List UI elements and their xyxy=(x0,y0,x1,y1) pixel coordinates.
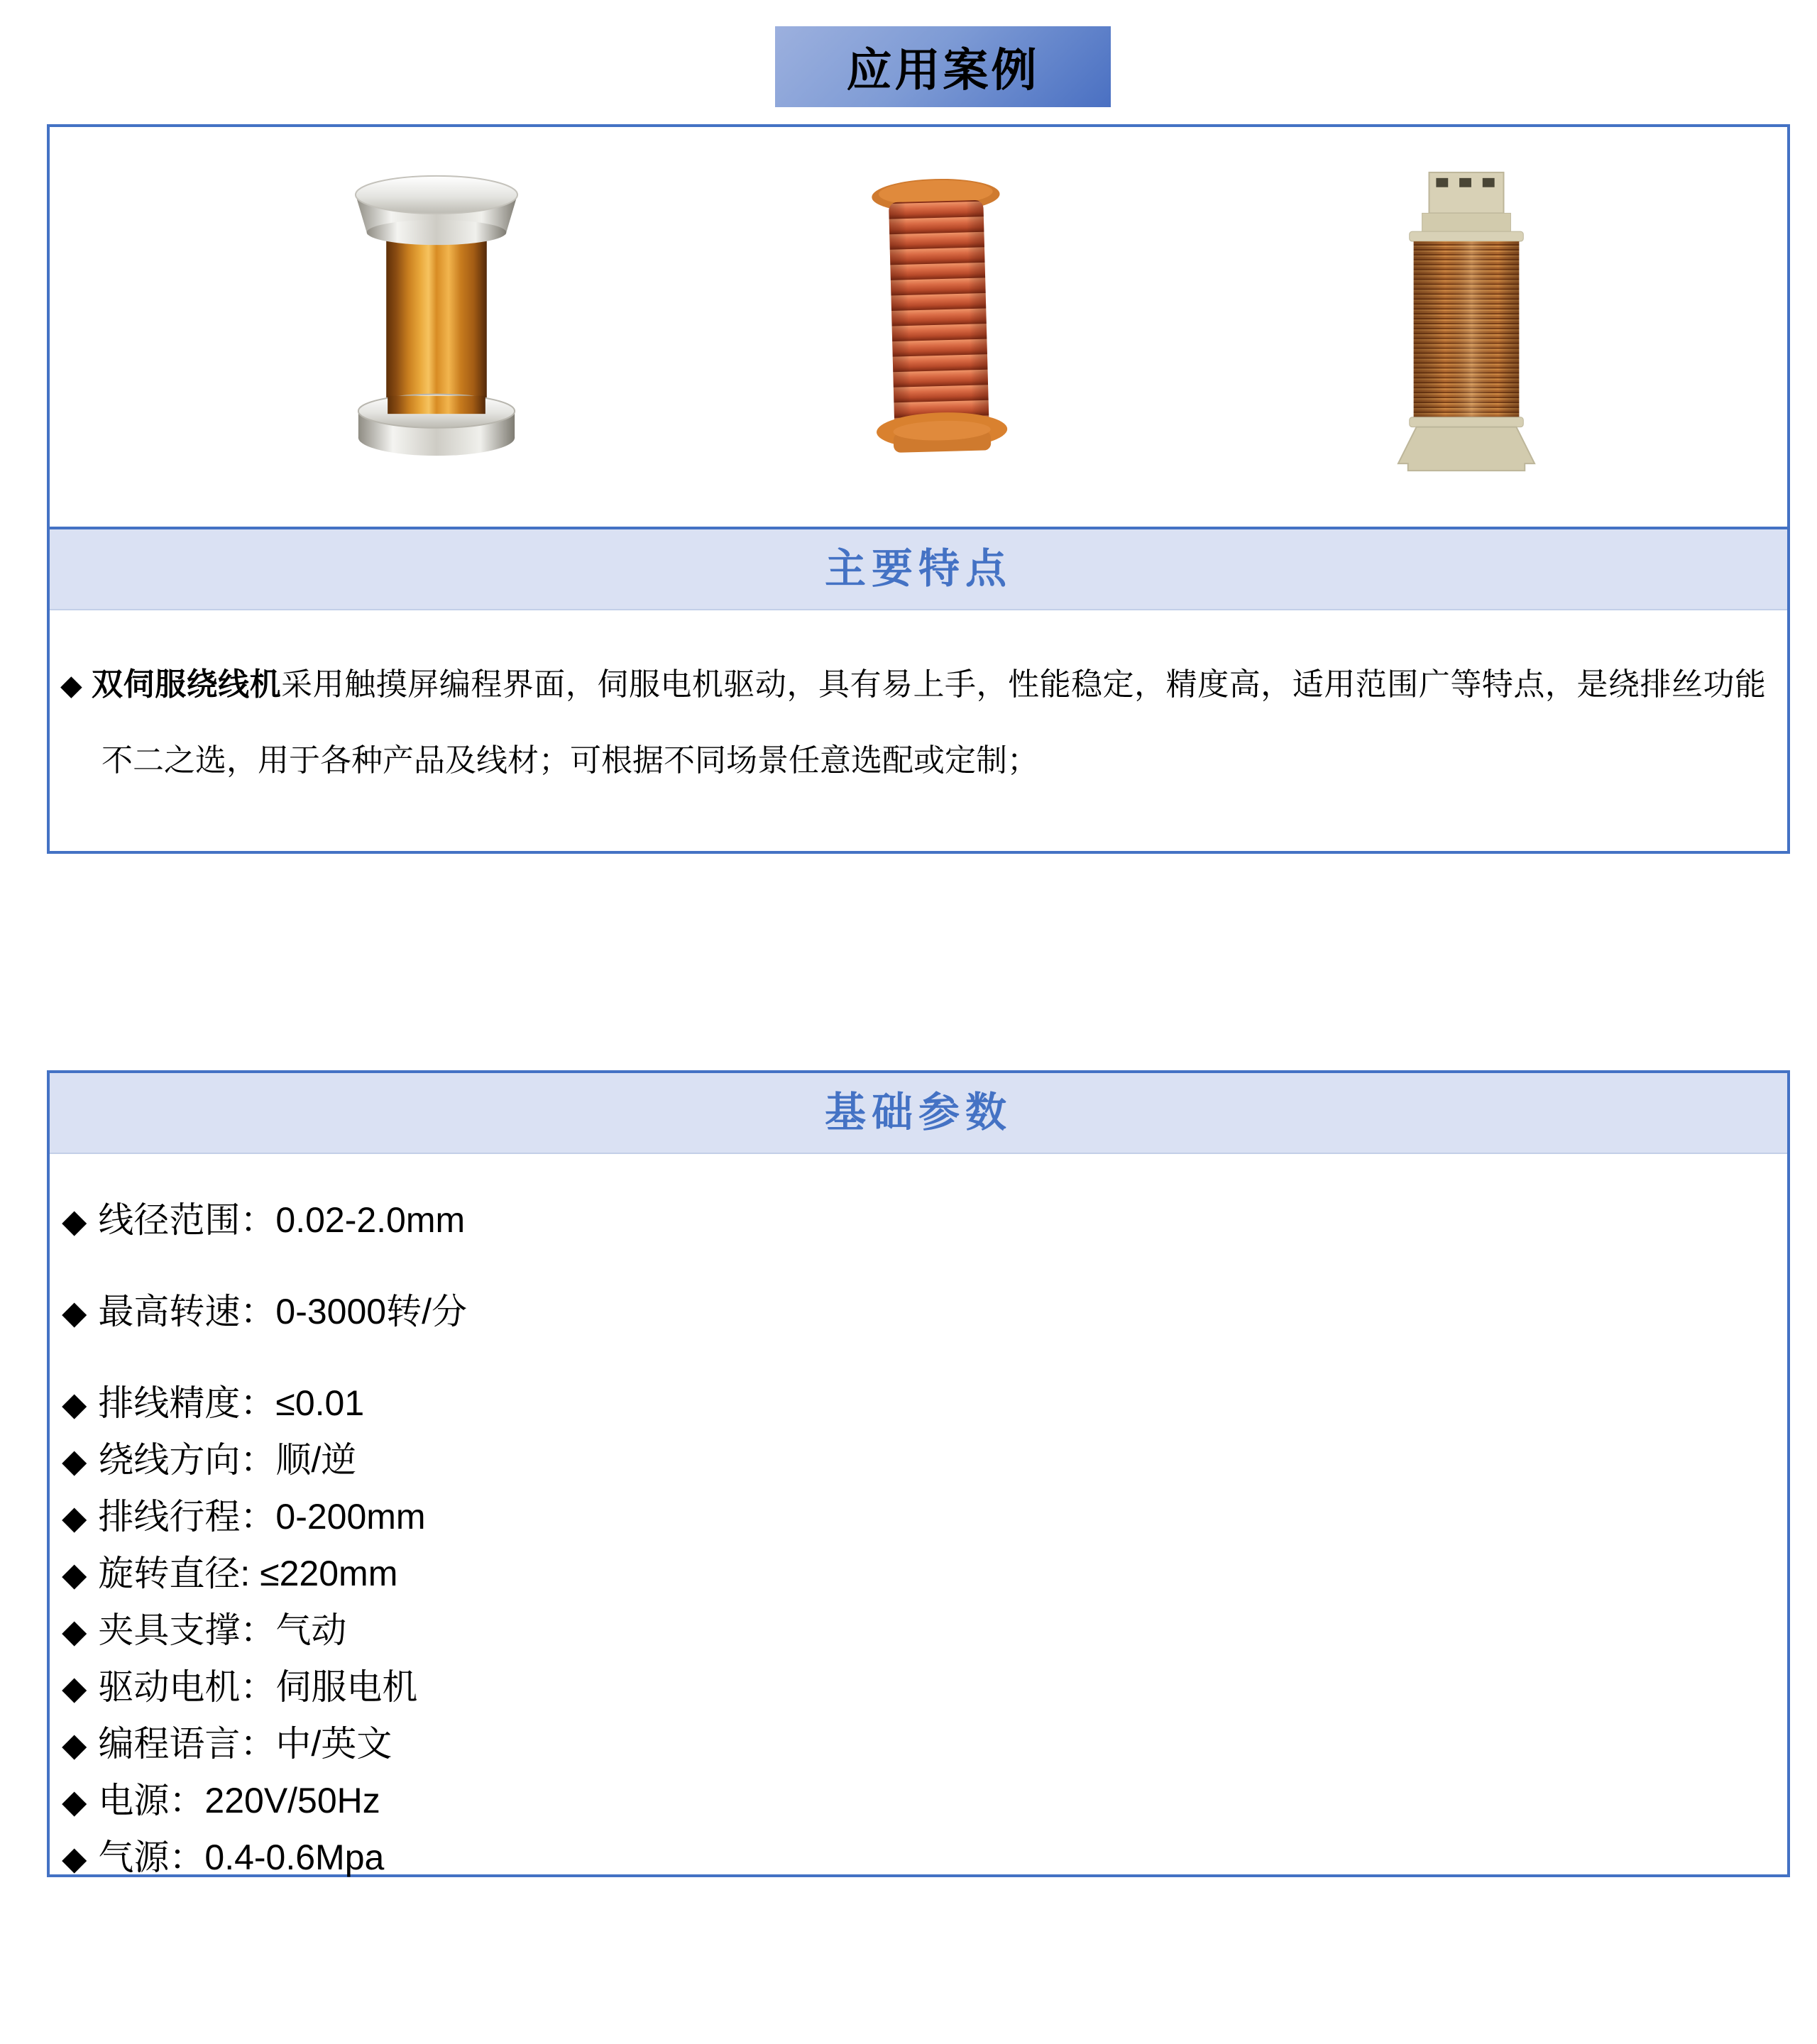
param-value: 0.02-2.0mm xyxy=(275,1200,466,1240)
param-separator: ： xyxy=(240,1292,276,1331)
param-separator: ： xyxy=(240,1610,276,1650)
param-label: 夹具支撑 xyxy=(98,1610,241,1650)
param-separator: : xyxy=(240,1554,260,1593)
page-badge-label: 应用案例 xyxy=(846,45,1040,96)
param-separator: ： xyxy=(240,1200,276,1240)
param-row-programming-language xyxy=(62,1723,1787,1765)
param-row-winding-precision xyxy=(62,1383,1787,1424)
param-row-traverse-stroke xyxy=(62,1496,1787,1538)
param-label: 编程语言 xyxy=(98,1724,241,1764)
param-separator: ： xyxy=(240,1497,276,1537)
param-separator: ： xyxy=(240,1383,276,1423)
param-label: 电源 xyxy=(98,1781,170,1820)
param-value: 伺服电机 xyxy=(275,1667,418,1707)
param-value: ≤0.01 xyxy=(275,1383,365,1423)
param-separator: ： xyxy=(169,1837,205,1877)
param-separator: ： xyxy=(240,1440,276,1480)
diamond-bullet-icon: ◆ xyxy=(62,1556,87,1593)
diamond-bullet-icon: ◆ xyxy=(62,1499,87,1536)
fine-copper-wire-spool-photo xyxy=(353,165,520,469)
diamond-bullet-icon: ◆ xyxy=(62,1385,87,1422)
param-label: 绕线方向 xyxy=(98,1440,241,1480)
feature-text: 采用触摸屏编程界面，伺服电机驱动，具有易上手，性能稳定，精度高，适用范围广等特点，是绕排丝功能不二之选，用于各种产品及线材；可根据不同场景任意选配或定制； xyxy=(101,667,1767,778)
param-value: 220V/50Hz xyxy=(204,1781,380,1820)
param-row-fixture-support xyxy=(62,1610,1787,1652)
param-row-rotation-diameter xyxy=(62,1553,1787,1595)
param-value: 中/英文 xyxy=(275,1724,393,1764)
diamond-bullet-icon: ◆ xyxy=(62,1783,87,1820)
param-row-wire-diameter xyxy=(62,1199,1787,1241)
feature-item xyxy=(50,647,1766,798)
parameters-title: 基础参数 xyxy=(824,1089,1012,1136)
param-value: 0-3000转/分 xyxy=(275,1292,467,1331)
orange-cable-coil-image xyxy=(866,170,1013,466)
page-badge xyxy=(775,26,1111,107)
param-row-winding-direction xyxy=(62,1439,1787,1481)
param-separator: ： xyxy=(240,1667,276,1707)
diamond-bullet-icon: ◆ xyxy=(62,1612,87,1649)
parameters-panel xyxy=(47,1070,1790,1877)
param-separator: ： xyxy=(240,1724,276,1764)
diamond-bullet-icon: ◆ xyxy=(62,1669,87,1706)
diamond-bullet-icon: ◆ xyxy=(62,1202,87,1239)
param-label: 驱动电机 xyxy=(98,1667,241,1707)
param-value: 0.4-0.6Mpa xyxy=(204,1837,385,1877)
param-value: ≤220mm xyxy=(260,1554,398,1593)
param-label: 气源 xyxy=(98,1837,170,1877)
parameters-section-header xyxy=(50,1073,1787,1154)
diamond-bullet-icon: ◆ xyxy=(62,1294,87,1331)
features-body xyxy=(50,610,1787,798)
param-label: 线径范围 xyxy=(98,1200,241,1240)
diamond-bullet-icon: ◆ xyxy=(60,670,83,701)
diamond-bullet-icon: ◆ xyxy=(62,1840,87,1877)
copper-wound-bobbin-image xyxy=(1385,167,1547,476)
param-row-power-supply xyxy=(62,1780,1787,1822)
diamond-bullet-icon: ◆ xyxy=(62,1726,87,1763)
param-label: 排线精度 xyxy=(98,1383,241,1423)
fine-copper-wire-spool-image xyxy=(353,165,520,466)
param-separator: ： xyxy=(169,1781,205,1820)
features-section-header xyxy=(50,527,1787,610)
parameters-list xyxy=(50,1154,1787,1879)
diamond-bullet-icon: ◆ xyxy=(62,1442,87,1479)
product-gallery xyxy=(50,127,1787,527)
param-row-air-supply xyxy=(62,1837,1787,1879)
param-value: 顺/逆 xyxy=(275,1440,357,1480)
param-label: 最高转速 xyxy=(98,1292,241,1331)
features-panel xyxy=(47,124,1790,854)
param-value: 0-200mm xyxy=(275,1497,426,1537)
param-row-drive-motor xyxy=(62,1666,1787,1708)
param-value: 气动 xyxy=(275,1610,347,1650)
param-label: 旋转直径 xyxy=(98,1554,241,1593)
features-title: 主要特点 xyxy=(824,546,1012,592)
param-row-max-speed xyxy=(62,1291,1787,1333)
copper-wound-bobbin-photo xyxy=(1385,167,1547,480)
orange-cable-coil-photo xyxy=(866,170,1013,470)
param-label: 排线行程 xyxy=(98,1497,241,1537)
feature-lead: 双伺服绕线机 xyxy=(92,667,282,702)
